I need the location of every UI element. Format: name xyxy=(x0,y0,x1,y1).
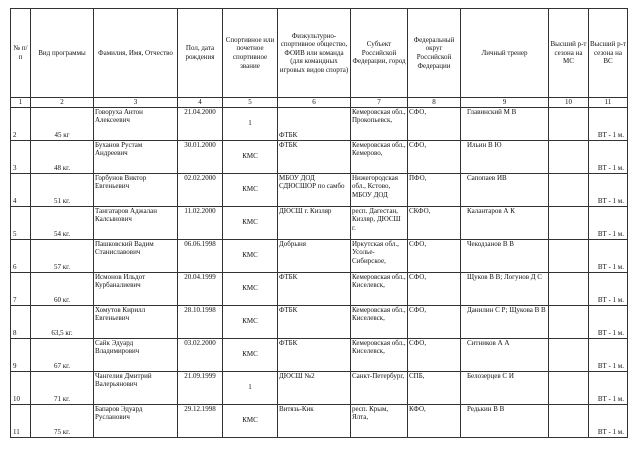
cell-region-city: Нижегородская обл., Кстово, МБОУ ДОД xyxy=(351,173,408,206)
cell-federal-district: КФО, xyxy=(408,404,461,437)
cell-row-number: 10 xyxy=(11,371,31,404)
cell-row-number: 6 xyxy=(11,239,31,272)
cell-personal-coach: Чекодзанов В В xyxy=(461,239,549,272)
cell-best-vs: ВТ - 1 м. xyxy=(589,272,628,305)
cell-personal-coach: Щуков В В; Логунов Д С xyxy=(461,272,549,305)
cell-sport-rank: КМС xyxy=(223,173,278,206)
header-date: Пол, дата рождения xyxy=(178,9,223,98)
cell-region-city: Кемеровская обл., Киселевск, xyxy=(351,338,408,371)
cell-best-ms xyxy=(549,371,589,404)
column-number: 11 xyxy=(589,98,628,108)
header-program: Вид программы xyxy=(31,9,94,98)
cell-region-city: респ. Дагестан, Кизляр, ДЮСШ г. xyxy=(351,206,408,239)
cell-federal-district: СФО, xyxy=(408,338,461,371)
header-row xyxy=(11,9,628,98)
cell-program: 63,5 кг. xyxy=(31,305,94,338)
column-number-row xyxy=(11,98,628,108)
cell-athlete-name: Пашковский Вадим Станиславович xyxy=(94,239,178,272)
cell-organization: ДЮСШ г. Кизляр xyxy=(278,206,351,239)
cell-row-number: 7 xyxy=(11,272,31,305)
cell-personal-coach: Данилин С Р; Щукова В В xyxy=(461,305,549,338)
column-number: 5 xyxy=(223,98,278,108)
header-rank: Спортивное или почетное спортивное звание xyxy=(223,9,278,98)
cell-sport-rank: КМС xyxy=(223,338,278,371)
cell-personal-coach: Редькин В В xyxy=(461,404,549,437)
table-row xyxy=(11,338,628,371)
cell-row-number: 3 xyxy=(11,140,31,173)
cell-birth-date: 02.02.2000 xyxy=(178,173,223,206)
cell-program: 67 кг. xyxy=(31,338,94,371)
cell-best-vs: ВТ - 1 м. xyxy=(589,338,628,371)
cell-organization: ФТБК xyxy=(278,338,351,371)
cell-birth-date: 30.01.2000 xyxy=(178,140,223,173)
table-row xyxy=(11,404,628,437)
table-row xyxy=(11,206,628,239)
cell-federal-district: СПБ, xyxy=(408,371,461,404)
cell-birth-date: 21.04.2000 xyxy=(178,107,223,140)
cell-region-city: Кемеровская обл., Прокопьевск, xyxy=(351,107,408,140)
cell-birth-date: 20.04.1999 xyxy=(178,272,223,305)
cell-birth-date: 21.09.1999 xyxy=(178,371,223,404)
cell-sport-rank: КМС xyxy=(223,305,278,338)
cell-best-vs: ВТ - 1 м. xyxy=(589,173,628,206)
cell-best-vs: ВТ - 1 м. xyxy=(589,107,628,140)
cell-organization: МБОУ ДОД СДЮСШОР по самбо xyxy=(278,173,351,206)
table-row xyxy=(11,239,628,272)
header-name: Фамилия, Имя, Отчество xyxy=(94,9,178,98)
cell-best-vs: ВТ - 1 м. xyxy=(589,206,628,239)
column-number: 9 xyxy=(461,98,549,108)
cell-row-number: 2 xyxy=(11,107,31,140)
cell-athlete-name: Тангатаров Аджалан Калсынович xyxy=(94,206,178,239)
cell-personal-coach: Ситников А А xyxy=(461,338,549,371)
cell-sport-rank: 1 xyxy=(223,371,278,404)
cell-program: 45 кг xyxy=(31,107,94,140)
table-row xyxy=(11,305,628,338)
column-number: 2 xyxy=(31,98,94,108)
cell-birth-date: 29.12.1998 xyxy=(178,404,223,437)
column-number: 8 xyxy=(408,98,461,108)
cell-best-vs: ВТ - 1 м. xyxy=(589,371,628,404)
cell-birth-date: 11.02.2000 xyxy=(178,206,223,239)
cell-sport-rank: КМС xyxy=(223,206,278,239)
cell-program: 57 кг. xyxy=(31,239,94,272)
cell-organization: Витязь-Кик xyxy=(278,404,351,437)
cell-athlete-name: Исмонов Ильдот Курбаналиевич xyxy=(94,272,178,305)
table-row xyxy=(11,107,628,140)
cell-athlete-name: Чангелия Дмитрий Валерьянович xyxy=(94,371,178,404)
cell-athlete-name: Хомутов Кирилл Евгеньевич xyxy=(94,305,178,338)
cell-program: 60 кг. xyxy=(31,272,94,305)
cell-federal-district: СФО, xyxy=(408,305,461,338)
cell-region-city: респ. Крым, Ялта, xyxy=(351,404,408,437)
cell-region-city: Кемеровская обл., Кемерово, xyxy=(351,140,408,173)
cell-best-ms xyxy=(549,338,589,371)
cell-sport-rank: КМС xyxy=(223,404,278,437)
cell-personal-coach: Сапопаев ИВ xyxy=(461,173,549,206)
column-number: 7 xyxy=(351,98,408,108)
cell-best-ms xyxy=(549,107,589,140)
cell-best-vs: ВТ - 1 м. xyxy=(589,305,628,338)
cell-athlete-name: Бапаров Эдуард Русланович xyxy=(94,404,178,437)
cell-sport-rank: 1 xyxy=(223,107,278,140)
roster-table-container xyxy=(10,8,628,438)
cell-program: 75 кг. xyxy=(31,404,94,437)
cell-federal-district: СФО, xyxy=(408,239,461,272)
cell-personal-coach: Белозерцев С И xyxy=(461,371,549,404)
table-row xyxy=(11,371,628,404)
cell-organization: ФТБК xyxy=(278,140,351,173)
cell-federal-district: СФО, xyxy=(408,107,461,140)
cell-best-ms xyxy=(549,305,589,338)
cell-best-ms xyxy=(549,404,589,437)
cell-row-number: 5 xyxy=(11,206,31,239)
column-number: 1 xyxy=(11,98,31,108)
cell-row-number: 11 xyxy=(11,404,31,437)
cell-best-ms xyxy=(549,173,589,206)
table-row xyxy=(11,140,628,173)
cell-federal-district: СФО, xyxy=(408,140,461,173)
header-coach: Личный тренер xyxy=(461,9,549,98)
column-number: 10 xyxy=(549,98,589,108)
cell-region-city: Кемеровская обл., Киселевск, xyxy=(351,305,408,338)
cell-region-city: Иркутская обл., Усолье-Сибирское, xyxy=(351,239,408,272)
cell-best-ms xyxy=(549,140,589,173)
cell-best-vs: ВТ - 1 м. xyxy=(589,404,628,437)
cell-federal-district: СКФО, xyxy=(408,206,461,239)
cell-sport-rank: КМС xyxy=(223,272,278,305)
cell-row-number: 4 xyxy=(11,173,31,206)
cell-best-ms xyxy=(549,272,589,305)
cell-birth-date: 03.02.2000 xyxy=(178,338,223,371)
column-number: 4 xyxy=(178,98,223,108)
header-org: Физкультурно-спортивное общество, ФОИВ или команда (для командных игровых видов спорта) xyxy=(278,9,351,98)
header-best-vs: Высший р-т сезона на ВС xyxy=(589,9,628,98)
cell-federal-district: СФО, xyxy=(408,272,461,305)
cell-organization: ФТБК xyxy=(278,107,351,140)
header-no: № п/п xyxy=(11,9,31,98)
cell-row-number: 9 xyxy=(11,338,31,371)
cell-personal-coach: Главинский М В xyxy=(461,107,549,140)
cell-birth-date: 28.10.1998 xyxy=(178,305,223,338)
cell-birth-date: 06.06.1998 xyxy=(178,239,223,272)
cell-organization: ДЮСШ №2 xyxy=(278,371,351,404)
cell-personal-coach: Калантаров А К xyxy=(461,206,549,239)
roster-table xyxy=(10,8,628,438)
cell-region-city: Санкт-Петербург, xyxy=(351,371,408,404)
cell-organization: ФТБК xyxy=(278,305,351,338)
cell-best-ms xyxy=(549,239,589,272)
cell-program: 48 кг. xyxy=(31,140,94,173)
cell-organization: Добрыня xyxy=(278,239,351,272)
cell-row-number: 8 xyxy=(11,305,31,338)
header-best-ms: Высший р-т сезона на МС xyxy=(549,9,589,98)
cell-program: 51 кг. xyxy=(31,173,94,206)
table-row xyxy=(11,272,628,305)
cell-sport-rank: КМС xyxy=(223,239,278,272)
column-number: 6 xyxy=(278,98,351,108)
header-okrug: Федеральный округ Российской Федерации xyxy=(408,9,461,98)
cell-region-city: Кемеровская обл., Киселевск, xyxy=(351,272,408,305)
cell-athlete-name: Сайк Эдуард Владимирович xyxy=(94,338,178,371)
cell-program: 54 кг. xyxy=(31,206,94,239)
cell-best-vs: ВТ - 1 м. xyxy=(589,239,628,272)
cell-athlete-name: Говоруха Антон Алексеевич xyxy=(94,107,178,140)
cell-program: 71 кг. xyxy=(31,371,94,404)
cell-athlete-name: Горбунов Виктор Евгеньевич xyxy=(94,173,178,206)
cell-athlete-name: Буханов Рустам Андреевич xyxy=(94,140,178,173)
header-subject: Субъект Российской Федерации, город xyxy=(351,9,408,98)
cell-best-vs: ВТ - 1 м. xyxy=(589,140,628,173)
table-row xyxy=(11,173,628,206)
cell-federal-district: ПФО, xyxy=(408,173,461,206)
cell-personal-coach: Ильин В Ю xyxy=(461,140,549,173)
cell-organization: ФТБК xyxy=(278,272,351,305)
cell-sport-rank: КМС xyxy=(223,140,278,173)
cell-best-ms xyxy=(549,206,589,239)
column-number: 3 xyxy=(94,98,178,108)
